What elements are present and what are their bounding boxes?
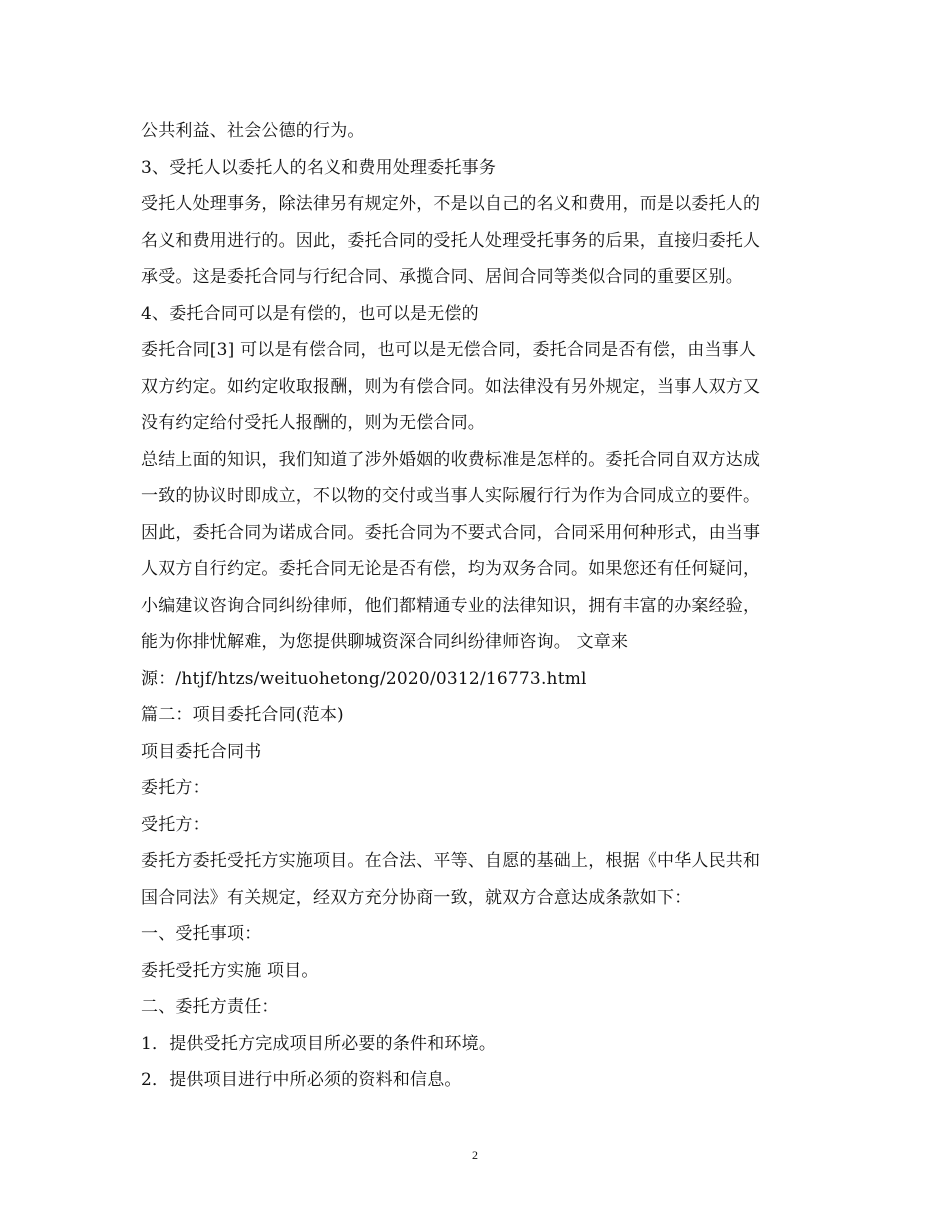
- text-line: 公共利益、社会公德的行为。: [141, 121, 365, 141]
- clause-heading: 一、受托事项：: [141, 924, 262, 944]
- text-line: 承受。这是委托合同与行纪合同、承揽合同、居间合同等类似合同的重要区别。: [141, 267, 743, 287]
- text-line: 总结上面的知识，我们知道了涉外婚姻的收费标准是怎样的。委托合同自双方达成: [141, 449, 761, 470]
- text-line: 委托合同[3] 可以是有偿合同，也可以是无偿合同，委托合同是否有偿，由当事人: [141, 340, 757, 360]
- text-line: 人双方自行约定。委托合同无论是否有偿，均为双务合同。如果您还有任何疑问，: [141, 559, 761, 579]
- text-line: 受托人处理事务，除法律另有规定外，不是以自己的名义和费用，而是以委托人的: [141, 194, 761, 214]
- page-number: 2: [472, 1148, 478, 1162]
- text-line: 委托受托方实施 项目。: [141, 960, 319, 981]
- section-heading: 4、委托合同可以是有偿的，也可以是无偿的: [141, 303, 479, 324]
- text-line: 委托方委托受托方实施项目。在合法、平等、自愿的基础上，根据《中华人民共和: [141, 851, 761, 871]
- clause-heading: 二、委托方责任：: [141, 997, 279, 1017]
- list-item: 1．提供受托方完成项目所必要的条件和环境。: [141, 1033, 497, 1054]
- text-line: 小编建议咨询合同纠纷律师，他们都精通专业的法律知识，拥有丰富的办案经验，: [141, 595, 761, 616]
- client-party-label: 委托方：: [141, 778, 210, 798]
- contractor-party-label: 受托方：: [141, 814, 210, 835]
- text-line: 没有约定给付受托人报酬的，则为无偿合同。: [141, 413, 485, 433]
- text-line: 国合同法》有关规定，经双方充分协商一致，就双方合意达成条款如下：: [141, 887, 692, 908]
- section-heading: 3、受托人以委托人的名义和费用处理委托事务: [141, 157, 497, 178]
- section-heading: 篇二：项目委托合同(范本): [141, 705, 344, 725]
- text-line: 因此，委托合同为诺成合同。委托合同为不要式合同，合同采用何种形式，由当事: [141, 522, 761, 543]
- document-body: [141, 113, 821, 1099]
- text-line: 双方约定。如约定收取报酬，则为有偿合同。如法律没有另外规定，当事人双方又: [141, 376, 761, 397]
- contract-title: 项目委托合同书: [141, 741, 262, 762]
- text-line: 能为你排忧解难，为您提供聊城资深合同纠纷律师咨询。 文章来: [141, 632, 629, 652]
- list-item: 2．提供项目进行中所必须的资料和信息。: [141, 1070, 462, 1090]
- source-url: 源：/htjf/htzs/weituohetong/2020/0312/16773.html: [141, 668, 587, 689]
- text-line: 名义和费用进行的。因此，委托合同的受托人处理受托事务的后果，直接归委托人: [141, 230, 761, 251]
- text-line: 一致的协议时即成立，不以物的交付或当事人实际履行行为作为合同成立的要件。: [141, 486, 761, 506]
